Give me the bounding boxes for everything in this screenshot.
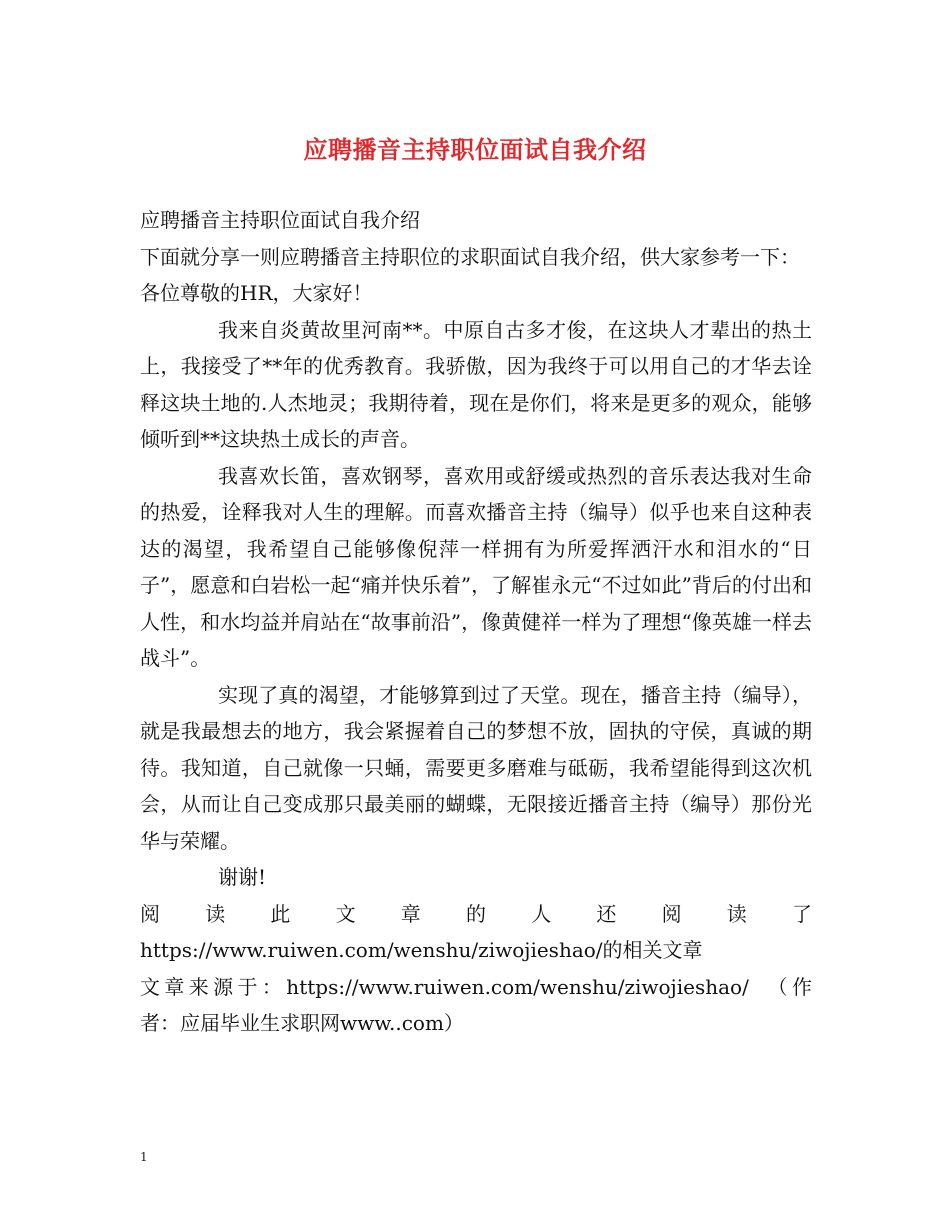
source-paragraph: 文章来源于：https://www.ruiwen.com/wenshu/ziwojieshao/ （作者：应届毕业生求职网www..com） — [140, 974, 812, 1035]
body-paragraph-aspiration: 实现了真的渴望，才能够算到过了天堂。现在，播音主持（编导），就是我最想去的地方，我会紧握着自己的梦想不放，固执的守侯，真诚的期待。我知道，自己就像一只蛹，需要更多磨难与砥砺，我希望能得到这次机会，从而让自己变成那只最美丽的蝴蝶，无限接近播音主持（编导）那份光华与荣耀。 — [140, 682, 812, 853]
document-body — [140, 202, 812, 1042]
body-paragraph-hobbies: 我喜欢长笛，喜欢钢琴，喜欢用或舒缓或热烈的音乐表达我对生命的热爱，诠释我对人生的理解。而喜欢播音主持（编导）似乎也来自这种表达的渴望，我希望自己能够像倪萍一样拥有为所爱挥洒汗水和泪水的“日子”，愿意和白岩松一起“痛并快乐着”，了解崔永元“不过如此”背后的付出和人性，和水均益并肩站在“故事前沿”，像黄健祥一样为了理想“像英雄一样去战斗”。 — [140, 463, 812, 670]
greeting-paragraph: 各位尊敬的HR，大家好！ — [140, 281, 373, 305]
body-paragraph-origin: 我来自炎黄故里河南**。中原自古多才俊，在这块人才辈出的热土上，我接受了**年的优秀教育。我骄傲，因为我终于可以用自己的才华去诠释这块土地的.人杰地灵；我期待着，现在是你们，将来是更多的观众，能够倾听到**这块热土成长的声音。 — [140, 317, 812, 451]
subtitle-paragraph: 应聘播音主持职位面试自我介绍 — [140, 208, 420, 232]
thanks-paragraph: 谢谢! — [218, 865, 267, 889]
document-title: 应聘播音主持职位面试自我介绍 — [303, 136, 647, 164]
intro-paragraph: 下面就分享一则应聘播音主持职位的求职面试自我介绍，供大家参考一下： — [140, 244, 800, 269]
page-number: 1 — [140, 1150, 148, 1164]
related-articles-paragraph: 阅读此文章的人还阅读了 https://www.ruiwen.com/wenshu/ziwojieshao/的相关文章 — [140, 901, 812, 962]
